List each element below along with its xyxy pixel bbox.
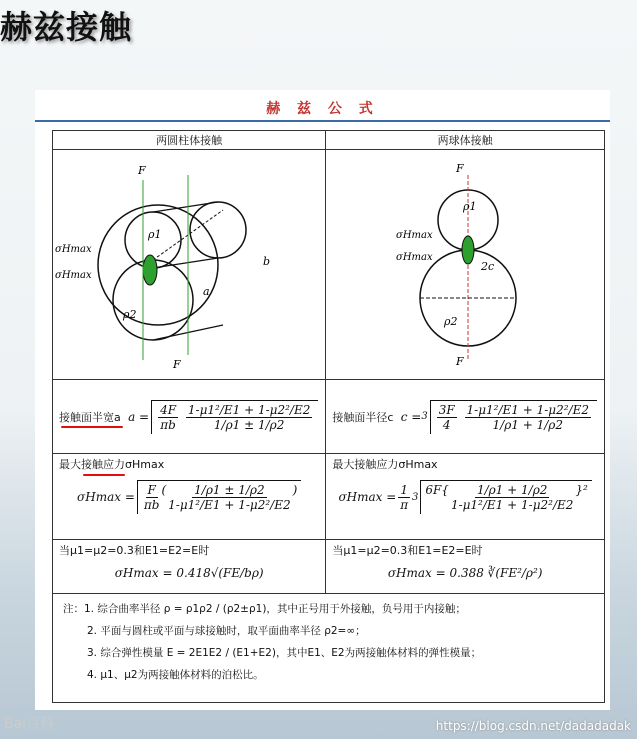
cyl-F-bottom: F (173, 358, 181, 371)
title-divider (35, 120, 610, 122)
cyl-simplified-condition: 当μ1=μ2=0.3和E1=E2=E时 (59, 544, 210, 557)
sph-sigma-1: σHmax (396, 230, 433, 241)
slide-title: 赫兹接触 (0, 8, 133, 46)
contact-radius-formula: c = 3 $\frac{3F}{4}$ $\frac{\text{1-μ1²/E1 + 1-μ2²/E2}}{1/\rho 1 + 1/\rho 2}$ (397, 400, 597, 434)
cyl-F-top: F (138, 164, 146, 177)
notes-cell (53, 594, 605, 703)
half-width-formula: a = $\frac{4F}{\pi b}$ $\frac{\text{1-μ1²/E1 + 1-μ2²/E2}}{1/\rho 1 \pm 1/\rho 2}$ (124, 400, 318, 434)
note-3: 3. 综合弹性模量 E = 2E1E2 / (E1+E2)，其中E1、E2为两接触体材料的弹性模量； (87, 647, 482, 659)
sph-simplified-condition: 当μ1=μ2=0.3和E1=E2=E时 (332, 544, 483, 557)
col-header-sphere: 两球体接触 (326, 131, 605, 150)
sphere-diagram (326, 150, 605, 380)
note-2: 2. 平面与圆柱或平面与球接触时，取平面曲率半径 ρ2=∞； (87, 625, 366, 637)
cell-cyl-stress (53, 454, 326, 540)
sph-sigma-2: σHmax (396, 252, 433, 263)
note-4: 4. μ1、μ2为两接触体材料的泊松比。 (87, 669, 264, 681)
sph-rho1: ρ1 (463, 200, 477, 213)
cylinder-diagram (53, 150, 326, 380)
contact-radius-label: 接触面半径c (332, 410, 394, 424)
cyl-stress-formula: σHmax = $\frac{F}{\pi b}$ ( $\frac{1/\rho 1 \pm 1/\rho 2}{\text{1-μ1²/E1 + 1-μ2²/E2}}$ ) (77, 480, 301, 514)
table-title: 赫 兹 公 式 (266, 101, 379, 117)
cell-sph-stress (326, 454, 605, 540)
hertz-table (52, 130, 605, 703)
cell-half-width (53, 380, 326, 454)
csdn-watermark: https://blog.csdn.net/dadadadak (435, 719, 631, 733)
sph-rho2: ρ2 (444, 315, 458, 328)
note-1: 注：1. 综合曲率半径 ρ = ρ1ρ2 / (ρ2±ρ1)，其中正号用于外接触，负号用于内接触； (63, 603, 466, 615)
sph-stress-formula: σHmax = $\frac{1}{\pi}$ 3 6F{ $\frac{1/\rho 1 + 1/\rho 2}{\text{1-μ1²/E1 + 1-μ2²/E2}}$ }² (338, 480, 591, 514)
cyl-sigma-1: σHmax (55, 244, 92, 255)
red-underline (83, 474, 125, 476)
cell-sph-simplified (326, 540, 605, 594)
sph-F-top: F (456, 162, 464, 175)
col-header-cylinder: 两圆柱体接触 (53, 131, 326, 150)
half-width-label: 接触面半宽a (59, 410, 121, 424)
cyl-b: b (263, 255, 271, 268)
sph-2c: 2c (481, 260, 495, 273)
sph-simplified-formula: σHmax = 0.388 ∛(FE²/ρ²) (387, 566, 543, 580)
sph-stress-label: 最大接触应力σHmax (332, 458, 438, 471)
sph-F-bottom: F (456, 355, 464, 368)
cyl-stress-label: 最大接触应力σHmax (59, 458, 165, 471)
cell-contact-radius (326, 380, 605, 454)
cell-cyl-simplified (53, 540, 326, 594)
red-underline (61, 426, 123, 428)
cyl-rho1: ρ1 (148, 228, 162, 241)
cyl-simplified-formula: σHmax = 0.418√(FE/bρ) (114, 566, 264, 580)
cyl-rho2: ρ2 (123, 308, 137, 321)
cyl-sigma-2: σHmax (55, 270, 92, 281)
baidu-watermark: Bai百科 (4, 716, 55, 732)
cyl-a: a (203, 285, 210, 298)
formula-panel (35, 90, 610, 710)
